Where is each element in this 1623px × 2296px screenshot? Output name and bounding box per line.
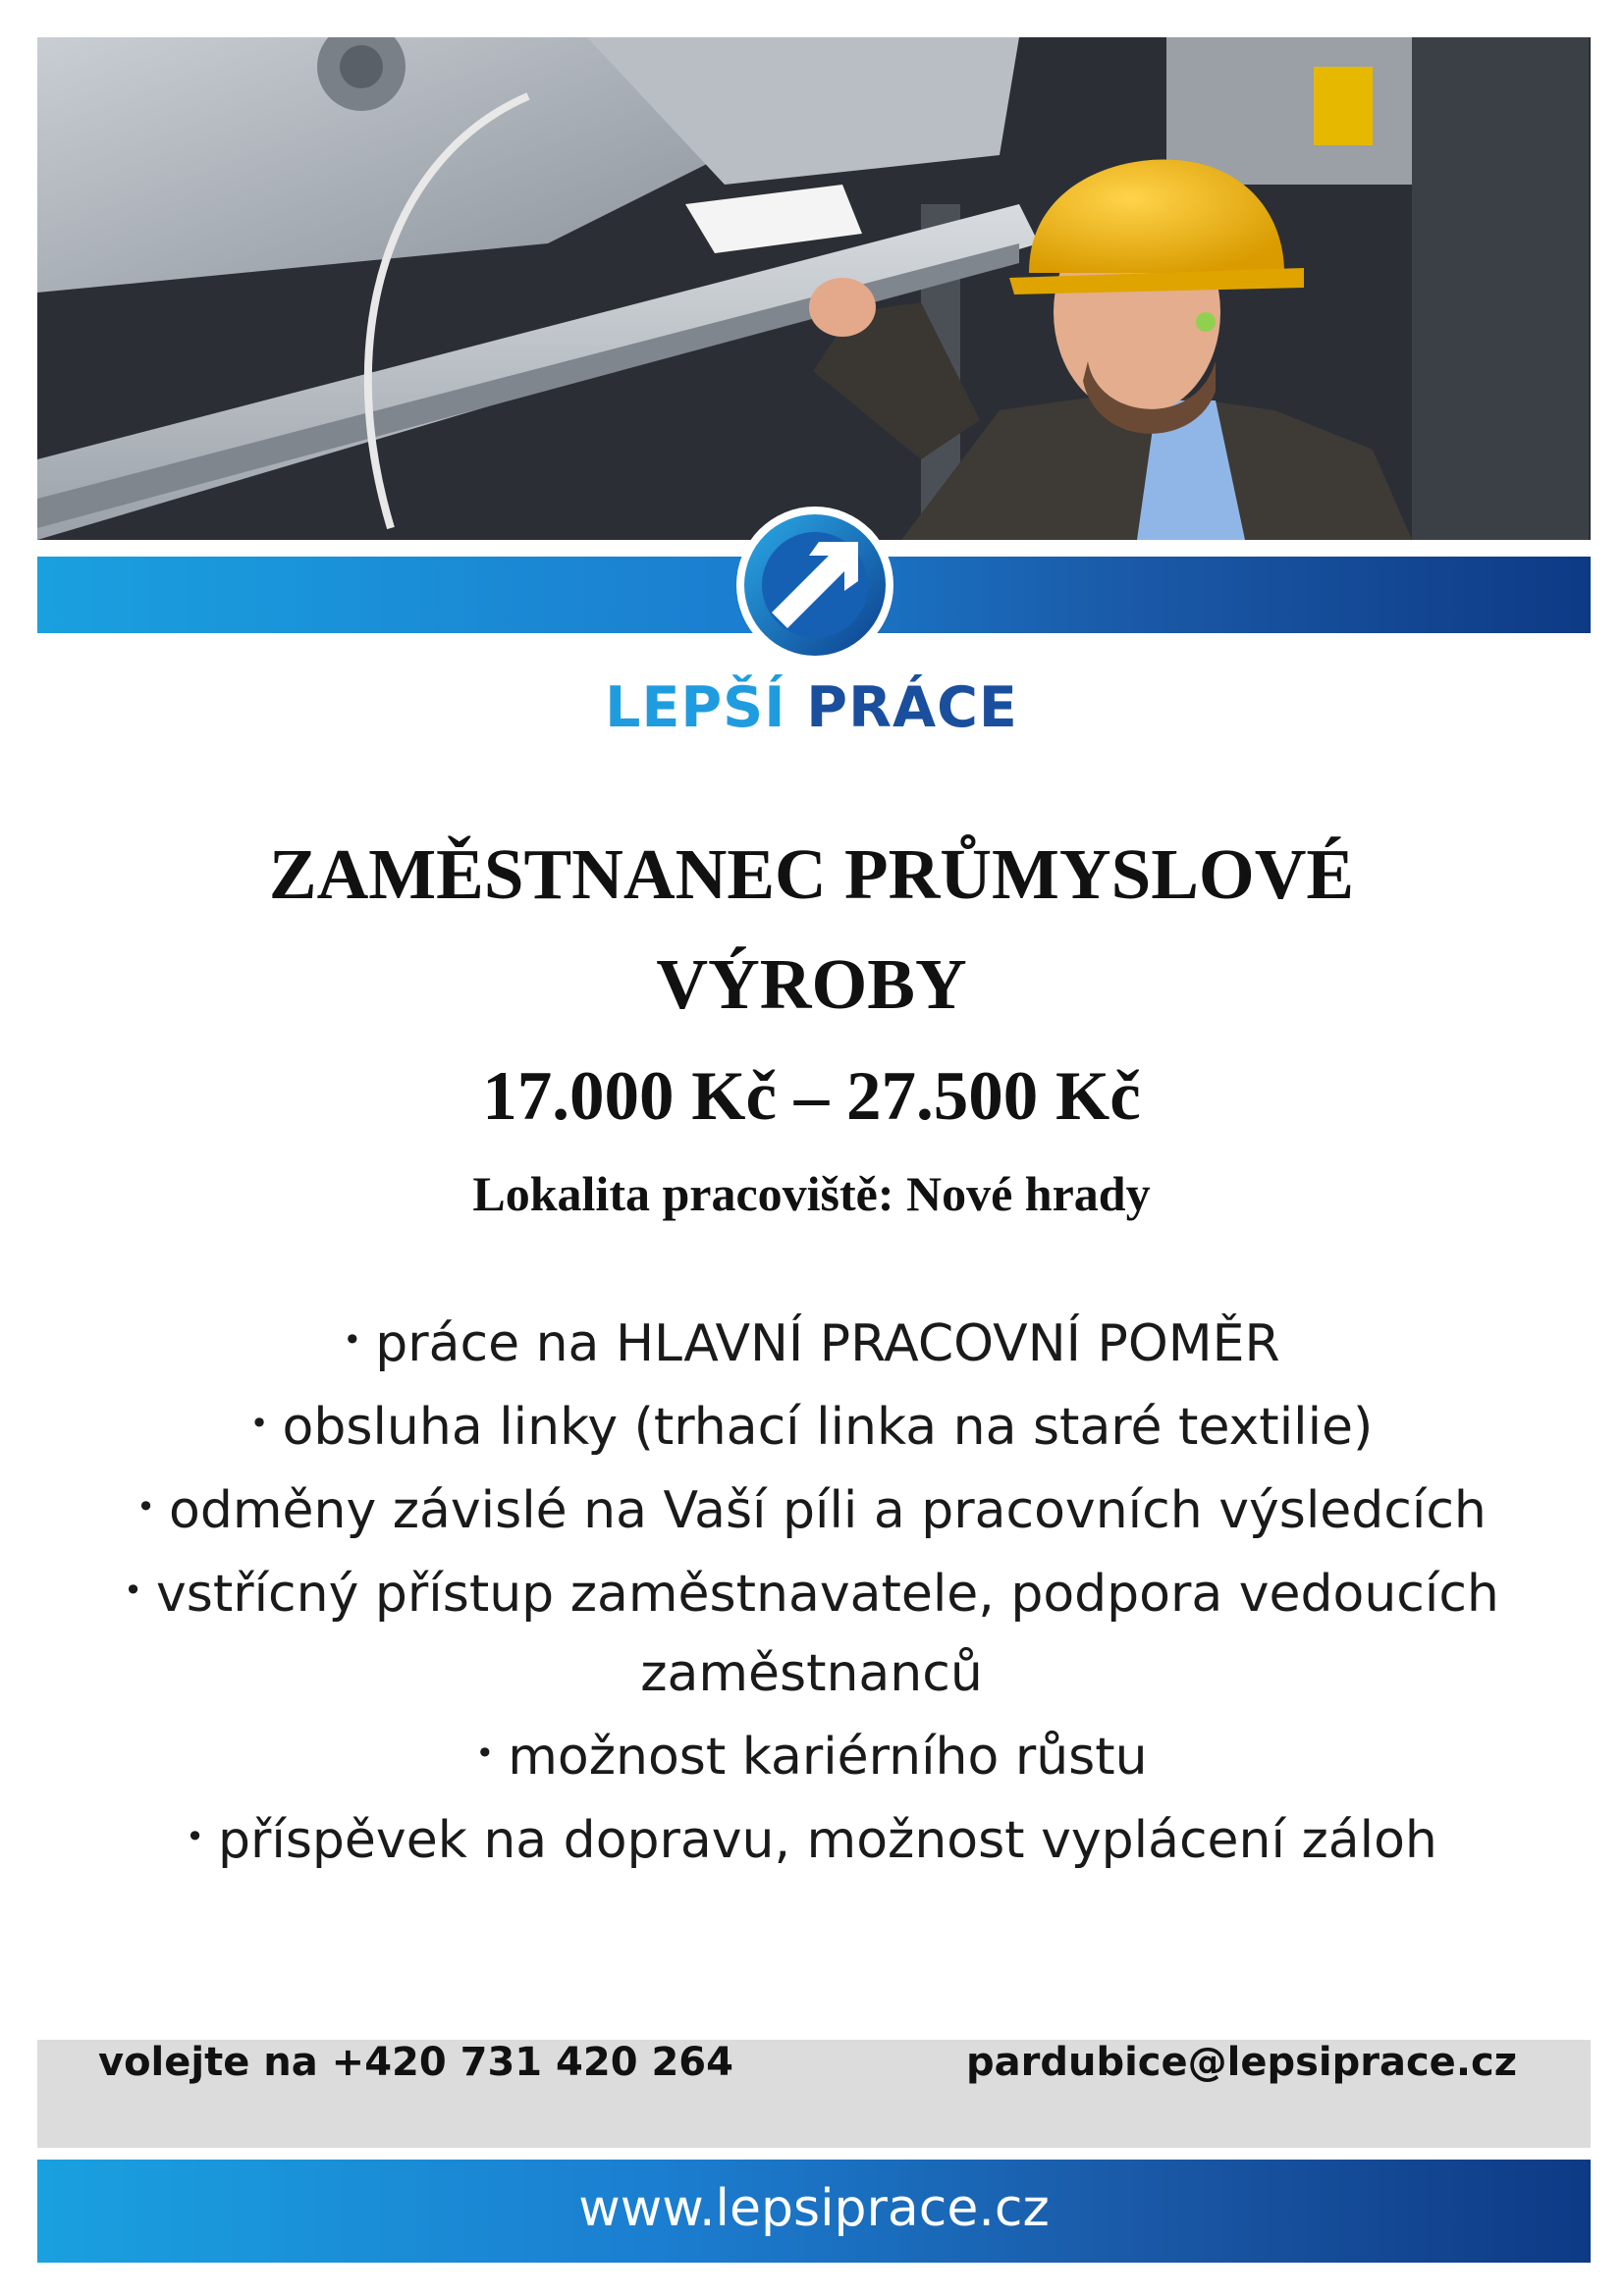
- benefits-list: [118, 1301, 1505, 1881]
- bullet-icon: •: [124, 1572, 142, 1609]
- benefit-item: • práce na HLAVNÍ PRACOVNÍ POMĚR: [343, 1314, 1280, 1373]
- job-title-line1: ZAMĚSTNANEC PRŮMYSLOVÉ: [268, 834, 1355, 914]
- bullet-icon: •: [343, 1321, 362, 1359]
- benefit-item: • možnost kariérního růstu: [475, 1728, 1148, 1787]
- header-photo: [37, 37, 1591, 540]
- bullet-icon: •: [186, 1818, 204, 1855]
- brand-logo: [0, 675, 1623, 740]
- salary-range: 17.000 Kč – 27.500 Kč: [482, 1058, 1141, 1135]
- bullet-icon: •: [136, 1488, 156, 1525]
- logo-arrow-icon: [732, 503, 897, 667]
- benefit-item: • příspěvek na dopravu, možnost vyplácení záloh: [186, 1811, 1437, 1870]
- benefit-item: • obsluha linky (trhací linka na staré textilie): [249, 1398, 1374, 1457]
- contact-phone[interactable]: volejte na +420 731 420 264: [98, 2040, 733, 2085]
- contact-email[interactable]: pardubice@lepsiprace.cz: [965, 2040, 1517, 2085]
- benefit-item: • vstřícný přístup zaměstnavatele, podpora vedoucích zaměstnanců: [124, 1565, 1499, 1703]
- logo-word-lepsi: LEPŠÍ: [605, 675, 786, 740]
- website-link[interactable]: www.lepsiprace.cz: [578, 2179, 1050, 2238]
- job-title-line2: VÝROBY: [656, 944, 967, 1024]
- bullet-icon: •: [249, 1405, 269, 1442]
- bullet-icon: •: [475, 1735, 495, 1772]
- benefit-item: • odměny závislé na Vaší píli a pracovních výsledcích: [136, 1481, 1487, 1540]
- work-location: Lokalita pracoviště: Nové hrady: [472, 1166, 1151, 1221]
- footer-band: [37, 2160, 1591, 2263]
- contact-strip: [37, 2040, 1591, 2148]
- job-title: [0, 820, 1623, 1040]
- logo-word-prace: PRÁCE: [806, 675, 1018, 740]
